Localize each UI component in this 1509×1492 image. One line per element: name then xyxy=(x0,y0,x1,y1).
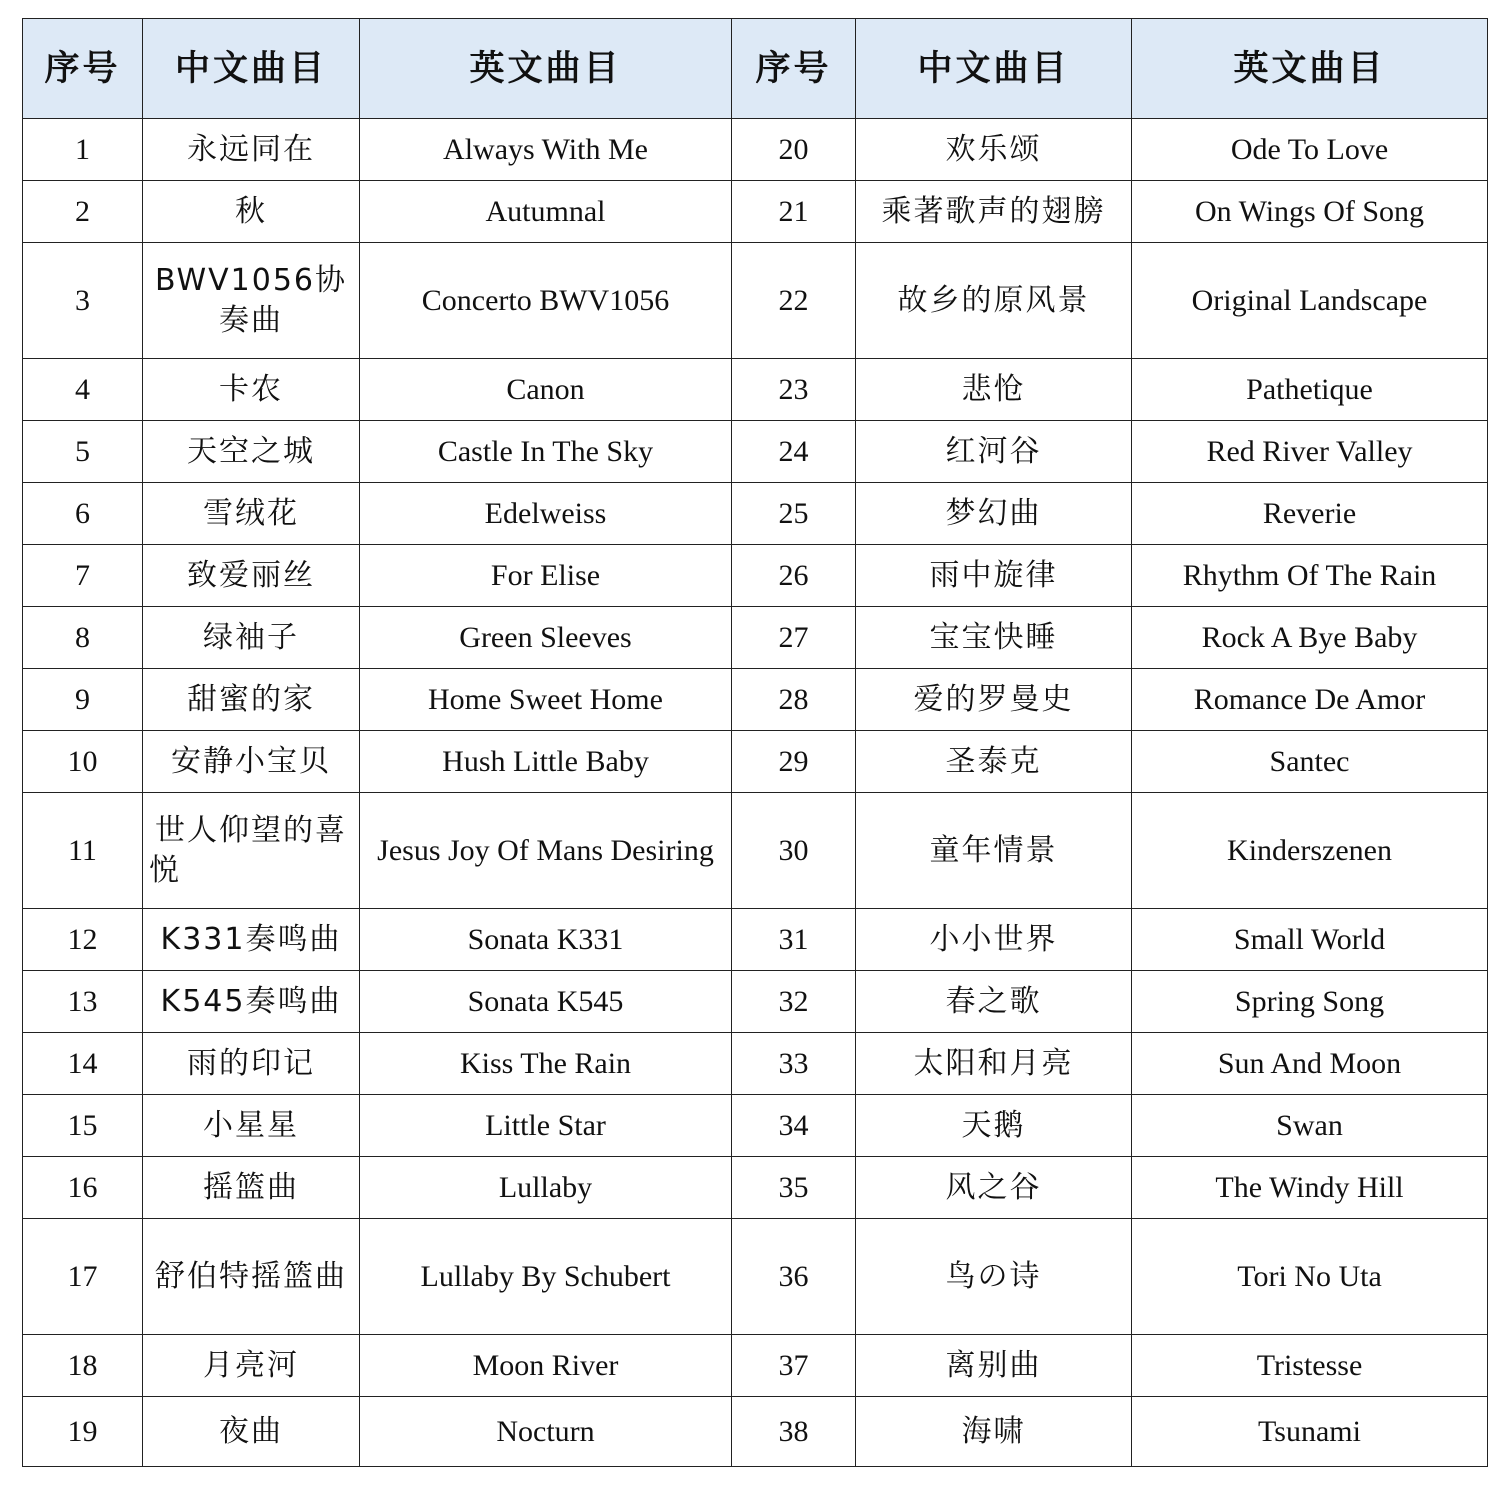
english-title-cell: Moon River xyxy=(360,1335,732,1397)
chinese-title-cell: 欢乐颂 xyxy=(856,119,1132,181)
english-title-cell: Rhythm Of The Rain xyxy=(1132,545,1488,607)
table-row xyxy=(23,1219,1488,1335)
song-number-cell: 4 xyxy=(23,359,143,421)
chinese-title-cell: 爱的罗曼史 xyxy=(856,669,1132,731)
chinese-title-cell: 梦幻曲 xyxy=(856,483,1132,545)
english-title-cell: Swan xyxy=(1132,1095,1488,1157)
table-row xyxy=(23,793,1488,909)
table-row xyxy=(23,669,1488,731)
table-row xyxy=(23,421,1488,483)
chinese-title-cell: 故乡的原风景 xyxy=(856,243,1132,359)
chinese-title-cell: 世人仰望的喜悦 xyxy=(143,793,360,909)
song-number-cell: 31 xyxy=(732,909,856,971)
table-row xyxy=(23,731,1488,793)
english-title-cell: For Elise xyxy=(360,545,732,607)
chinese-title-cell: 童年情景 xyxy=(856,793,1132,909)
chinese-title-cell: 风之谷 xyxy=(856,1157,1132,1219)
chinese-title-cell: 天鹅 xyxy=(856,1095,1132,1157)
english-title-cell: Sonata K331 xyxy=(360,909,732,971)
song-number-cell: 5 xyxy=(23,421,143,483)
chinese-title-cell: 绿袖子 xyxy=(143,607,360,669)
chinese-title-cell: K331奏鸣曲 xyxy=(143,909,360,971)
table-body xyxy=(23,119,1488,1467)
english-title-cell: Concerto BWV1056 xyxy=(360,243,732,359)
song-number-cell: 28 xyxy=(732,669,856,731)
english-title-cell: Tori No Uta xyxy=(1132,1219,1488,1335)
header-number: 序号 xyxy=(23,19,143,119)
chinese-title-cell: 宝宝快睡 xyxy=(856,607,1132,669)
song-number-cell: 7 xyxy=(23,545,143,607)
table-row xyxy=(23,909,1488,971)
table-row xyxy=(23,359,1488,421)
song-number-cell: 10 xyxy=(23,731,143,793)
english-title-cell: Small World xyxy=(1132,909,1488,971)
english-title-cell: Lullaby xyxy=(360,1157,732,1219)
table-row xyxy=(23,1335,1488,1397)
song-number-cell: 21 xyxy=(732,181,856,243)
song-number-cell: 36 xyxy=(732,1219,856,1335)
english-title-cell: Hush Little Baby xyxy=(360,731,732,793)
chinese-title-cell: 雪绒花 xyxy=(143,483,360,545)
song-number-cell: 32 xyxy=(732,971,856,1033)
song-number-cell: 24 xyxy=(732,421,856,483)
english-title-cell: Pathetique xyxy=(1132,359,1488,421)
header-chinese-title-right: 中文曲目 xyxy=(856,19,1132,119)
song-number-cell: 18 xyxy=(23,1335,143,1397)
english-title-cell: Green Sleeves xyxy=(360,607,732,669)
song-number-cell: 3 xyxy=(23,243,143,359)
english-title-cell: Red River Valley xyxy=(1132,421,1488,483)
song-number-cell: 35 xyxy=(732,1157,856,1219)
song-number-cell: 17 xyxy=(23,1219,143,1335)
chinese-title-cell: 雨的印记 xyxy=(143,1033,360,1095)
song-number-cell: 19 xyxy=(23,1397,143,1467)
table-row xyxy=(23,483,1488,545)
song-number-cell: 29 xyxy=(732,731,856,793)
table-row xyxy=(23,971,1488,1033)
chinese-title-cell: 永远同在 xyxy=(143,119,360,181)
header-english-title: 英文曲目 xyxy=(360,19,732,119)
chinese-title-cell: 红河谷 xyxy=(856,421,1132,483)
song-number-cell: 6 xyxy=(23,483,143,545)
table-row xyxy=(23,1397,1488,1467)
english-title-cell: Edelweiss xyxy=(360,483,732,545)
english-title-cell: Lullaby By Schubert xyxy=(360,1219,732,1335)
table-row xyxy=(23,1095,1488,1157)
chinese-title-cell: 春之歌 xyxy=(856,971,1132,1033)
english-title-cell: Reverie xyxy=(1132,483,1488,545)
chinese-title-cell: 雨中旋律 xyxy=(856,545,1132,607)
chinese-title-cell: 夜曲 xyxy=(143,1397,360,1467)
english-title-cell: Kiss The Rain xyxy=(360,1033,732,1095)
song-number-cell: 30 xyxy=(732,793,856,909)
song-number-cell: 33 xyxy=(732,1033,856,1095)
english-title-cell: Santec xyxy=(1132,731,1488,793)
english-title-cell: Autumnal xyxy=(360,181,732,243)
song-number-cell: 1 xyxy=(23,119,143,181)
song-number-cell: 14 xyxy=(23,1033,143,1095)
header-row xyxy=(23,19,1488,119)
song-number-cell: 12 xyxy=(23,909,143,971)
chinese-title-cell: 摇篮曲 xyxy=(143,1157,360,1219)
chinese-title-cell: K545奏鸣曲 xyxy=(143,971,360,1033)
english-title-cell: Little Star xyxy=(360,1095,732,1157)
song-number-cell: 27 xyxy=(732,607,856,669)
english-title-cell: Always With Me xyxy=(360,119,732,181)
chinese-title-cell: 小星星 xyxy=(143,1095,360,1157)
english-title-cell: Romance De Amor xyxy=(1132,669,1488,731)
chinese-title-cell: 舒伯特摇篮曲 xyxy=(143,1219,360,1335)
english-title-cell: Sun And Moon xyxy=(1132,1033,1488,1095)
chinese-title-cell: 甜蜜的家 xyxy=(143,669,360,731)
table-row xyxy=(23,243,1488,359)
table-row xyxy=(23,545,1488,607)
english-title-cell: Tsunami xyxy=(1132,1397,1488,1467)
song-number-cell: 15 xyxy=(23,1095,143,1157)
english-title-cell: Kinderszenen xyxy=(1132,793,1488,909)
english-title-cell: Jesus Joy Of Mans Desiring xyxy=(360,793,732,909)
song-number-cell: 25 xyxy=(732,483,856,545)
english-title-cell: On Wings Of Song xyxy=(1132,181,1488,243)
song-number-cell: 22 xyxy=(732,243,856,359)
song-number-cell: 13 xyxy=(23,971,143,1033)
english-title-cell: Tristesse xyxy=(1132,1335,1488,1397)
song-number-cell: 9 xyxy=(23,669,143,731)
chinese-title-cell: 悲怆 xyxy=(856,359,1132,421)
table-row xyxy=(23,1157,1488,1219)
table-row xyxy=(23,1033,1488,1095)
table-row xyxy=(23,607,1488,669)
chinese-title-cell: 天空之城 xyxy=(143,421,360,483)
chinese-title-cell: 月亮河 xyxy=(143,1335,360,1397)
chinese-title-cell: 卡农 xyxy=(143,359,360,421)
chinese-title-cell: 安静小宝贝 xyxy=(143,731,360,793)
song-number-cell: 37 xyxy=(732,1335,856,1397)
english-title-cell: Original Landscape xyxy=(1132,243,1488,359)
song-number-cell: 2 xyxy=(23,181,143,243)
english-title-cell: Castle In The Sky xyxy=(360,421,732,483)
chinese-title-cell: 鸟の诗 xyxy=(856,1219,1132,1335)
song-number-cell: 11 xyxy=(23,793,143,909)
table-row xyxy=(23,181,1488,243)
song-number-cell: 38 xyxy=(732,1397,856,1467)
english-title-cell: The Windy Hill xyxy=(1132,1157,1488,1219)
header-number-right: 序号 xyxy=(732,19,856,119)
english-title-cell: Rock A Bye Baby xyxy=(1132,607,1488,669)
english-title-cell: Home Sweet Home xyxy=(360,669,732,731)
song-number-cell: 20 xyxy=(732,119,856,181)
song-list-table xyxy=(22,18,1488,1467)
chinese-title-cell: 圣泰克 xyxy=(856,731,1132,793)
header-chinese-title: 中文曲目 xyxy=(143,19,360,119)
chinese-title-cell: 小小世界 xyxy=(856,909,1132,971)
english-title-cell: Canon xyxy=(360,359,732,421)
song-number-cell: 26 xyxy=(732,545,856,607)
song-number-cell: 16 xyxy=(23,1157,143,1219)
chinese-title-cell: 海啸 xyxy=(856,1397,1132,1467)
header-english-title-right: 英文曲目 xyxy=(1132,19,1488,119)
table-header xyxy=(23,19,1488,119)
chinese-title-cell: 离别曲 xyxy=(856,1335,1132,1397)
chinese-title-cell: 秋 xyxy=(143,181,360,243)
english-title-cell: Ode To Love xyxy=(1132,119,1488,181)
chinese-title-cell: 致爱丽丝 xyxy=(143,545,360,607)
chinese-title-cell: 乘著歌声的翅膀 xyxy=(856,181,1132,243)
english-title-cell: Spring Song xyxy=(1132,971,1488,1033)
table-row xyxy=(23,119,1488,181)
song-number-cell: 23 xyxy=(732,359,856,421)
chinese-title-cell: BWV1056协奏曲 xyxy=(143,243,360,359)
english-title-cell: Nocturn xyxy=(360,1397,732,1467)
chinese-title-cell: 太阳和月亮 xyxy=(856,1033,1132,1095)
english-title-cell: Sonata K545 xyxy=(360,971,732,1033)
song-number-cell: 34 xyxy=(732,1095,856,1157)
song-number-cell: 8 xyxy=(23,607,143,669)
